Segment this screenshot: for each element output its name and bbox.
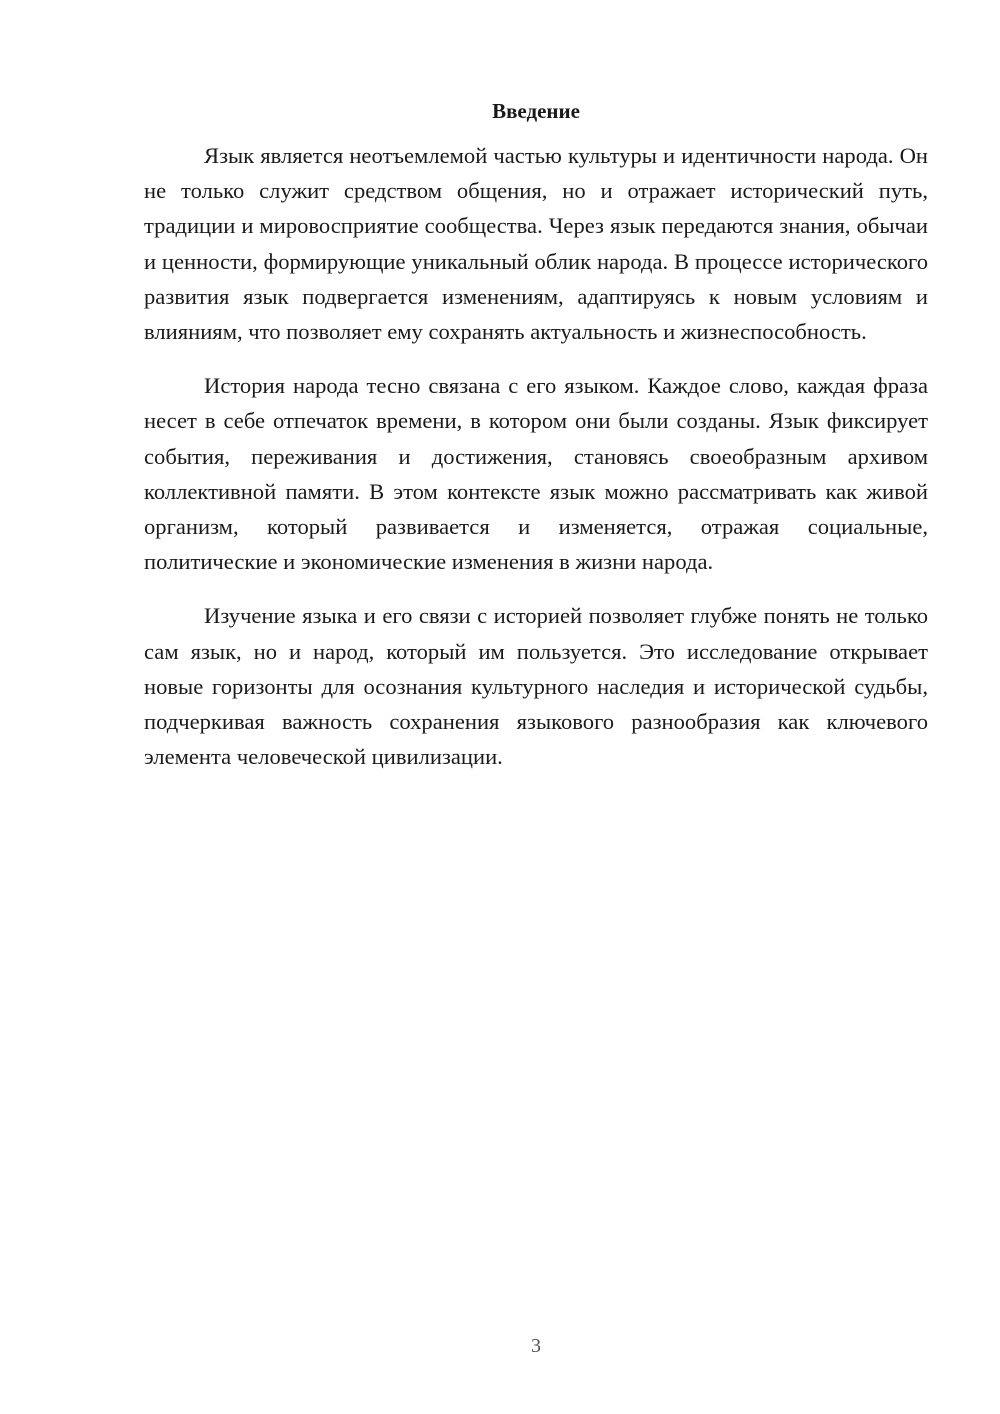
paragraph-2: История народа тесно связана с его языком. Каждое слово, каждая фраза несет в себе отпечаток времени, в котором они были созданы. Язык фиксирует события, переживания и достижения, становясь своеобразным архивом коллективной памяти. В этом контексте язык можно рассматривать как живой организм, который развивается и изменяется, отражая социальные, политические и экономические изменения в жизни народа.	[144, 373, 928, 575]
paragraph-1: Язык является неотъемлемой частью культуры и идентичности народа. Он не только служит средством общения, но и отражает исторический путь, традиции и мировосприятие сообщества. Через язык передаются знания, обычаи и ценности, формирующие уникальный облик народа. В процессе исторического развития язык подвергается изменениям, адаптируясь к новым условиям и влияниям, что позволяет ему сохранять актуальность и жизнеспособность.	[144, 143, 928, 345]
section-heading: Введение	[492, 99, 580, 123]
page-number: 3	[531, 1335, 541, 1357]
paragraph-3: Изучение языка и его связи с историей позволяет глубже понять не только сам язык, но и народ, который им пользуется. Это исследование открывает новые горизонты для осознания культурного наследия и исторической судьбы, подчеркивая важность сохранения языкового разнообразия как ключевого элемента человеческой цивилизации.	[144, 603, 928, 770]
page-content	[144, 96, 928, 793]
